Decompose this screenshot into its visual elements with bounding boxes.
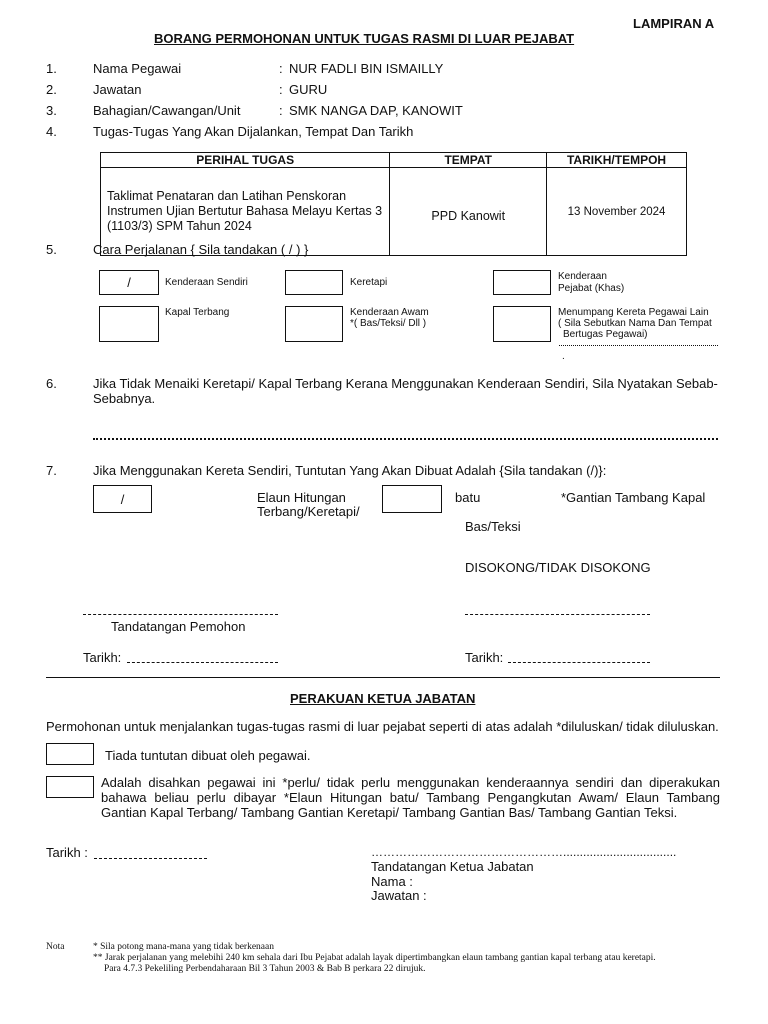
- item-6-number: 6.: [46, 376, 57, 391]
- field-colon: :: [279, 103, 283, 118]
- option-keretapi-checkbox[interactable]: [285, 270, 343, 295]
- option-label: Kenderaan: [558, 271, 607, 282]
- head-signature-label: Tandatangan Ketua Jabatan: [371, 859, 534, 874]
- head-signature-line[interactable]: …………………………………………..................................: [371, 845, 677, 859]
- elaun-label: Elaun Hitungan: [257, 490, 346, 505]
- option-kenderaan-pejabat-checkbox[interactable]: [493, 270, 551, 295]
- field-value: NUR FADLI BIN ISMAILLY: [289, 61, 444, 76]
- option-label: ( Sila Sebutkan Nama Dan Tempat: [558, 318, 712, 329]
- gantian-label: *Gantian Tambang Kapal: [561, 490, 706, 505]
- item-7-text: Jika Menggunakan Kereta Sendiri, Tuntutan Yang Akan Dibuat Adalah {Sila tandakan (/)}:: [93, 463, 607, 478]
- item-4-number: 4.: [46, 124, 57, 139]
- certification-date-label: Tarikh :: [46, 845, 88, 860]
- option-kapal-terbang-checkbox[interactable]: [99, 306, 159, 342]
- field-number: 2.: [46, 82, 57, 97]
- certification-date-line[interactable]: [94, 858, 207, 859]
- column-header: TEMPAT: [390, 153, 547, 168]
- field-value: GURU: [289, 82, 328, 97]
- item-5-text: Cara Perjalanan { Sila tandakan ( / ) }: [93, 242, 309, 257]
- note-line: * Sila potong mana-mana yang tidak berkenaan: [93, 942, 274, 952]
- elaun-hitungan-checkbox[interactable]: /: [93, 485, 152, 513]
- batu-label: batu: [455, 490, 481, 505]
- table-header-row: [101, 153, 687, 168]
- field-label: Nama Pegawai: [93, 61, 182, 76]
- option-label: Pejabat (Khas): [558, 283, 625, 294]
- note-line: ** Jarak perjalanan yang melebihi 240 km sehala dari Ibu Pejabat adalah layak dipertimbangkan elaun tambang gantian kapal terbang atau keretapi.: [93, 953, 656, 963]
- applicant-date-line[interactable]: [127, 662, 278, 663]
- tasks-table: [100, 152, 687, 256]
- field-colon: :: [279, 61, 283, 76]
- bas-teksi-label: Bas/Teksi: [465, 519, 521, 534]
- option-label: Kenderaan Sendiri: [165, 277, 248, 288]
- certification-intro: Permohonan untuk menjalankan tugas-tugas rasmi di luar pejabat seperti di atas adalah *diluluskan/ tidak diluluskan.: [46, 719, 719, 734]
- applicant-date-label: Tarikh:: [83, 650, 122, 665]
- supporter-date-label: Tarikh:: [465, 650, 504, 665]
- option-label: *( Bas/Teksi/ Dll ): [350, 318, 427, 329]
- task-description: Taklimat Penataran dan Latihan Penskoran Instrumen Ujian Bertutur Bahasa Melayu Kertas 3 (1103/3) SPM Tahun 2024: [101, 168, 390, 256]
- item-6-text: Jika Tidak Menaiki Keretapi/ Kapal Terbang Kerana Menggunakan Kenderaan Sendiri, Sila Nyatakan Sebab-Sebabnya.: [93, 376, 718, 406]
- certification-title: PERAKUAN KETUA JABATAN: [290, 691, 476, 706]
- item-4-text: Tugas-Tugas Yang Akan Dijalankan, Tempat Dan Tarikh: [93, 124, 414, 139]
- column-header: PERIHAL TUGAS: [101, 153, 390, 168]
- applicant-signature-label: Tandatangan Pemohon: [111, 619, 246, 634]
- option-label: Menumpang Kereta Pegawai Lain: [558, 307, 709, 318]
- section-divider: [46, 677, 720, 678]
- applicant-signature-line[interactable]: [83, 614, 278, 615]
- reason-line[interactable]: [93, 438, 718, 440]
- field-number: 1.: [46, 61, 57, 76]
- appendix-label: LAMPIRAN A: [633, 16, 715, 31]
- column-header: TARIKH/TEMPOH: [547, 153, 687, 168]
- head-position-label: Jawatan :: [371, 888, 427, 903]
- field-label: Bahagian/Cawangan/Unit: [93, 103, 241, 118]
- no-claim-checkbox[interactable]: [46, 743, 94, 765]
- task-date: 13 November 2024: [547, 168, 687, 256]
- option-label: Kapal Terbang: [165, 307, 230, 318]
- note-line: Para 4.7.3 Pekeliling Perbendaharaan Bil 3 Tahun 2003 & Bab B perkara 22 dirujuk.: [104, 964, 426, 974]
- elaun-label: Terbang/Keretapi/: [257, 504, 360, 519]
- form-title: BORANG PERMOHONAN UNTUK TUGAS RASMI DI LUAR PEJABAT: [154, 31, 575, 46]
- head-name-label: Nama :: [371, 874, 413, 889]
- support-status: DISOKONG/TIDAK DISOKONG: [465, 560, 651, 575]
- approved-claim-checkbox[interactable]: [46, 776, 94, 798]
- supporter-date-line[interactable]: [508, 662, 650, 663]
- field-label: Jawatan: [93, 82, 142, 97]
- batu-input[interactable]: [382, 485, 442, 513]
- option-kenderaan-sendiri-checkbox[interactable]: /: [99, 270, 159, 295]
- option-label: Keretapi: [350, 277, 388, 288]
- option-kenderaan-awam-checkbox[interactable]: [285, 306, 343, 342]
- option-menumpang-checkbox[interactable]: [493, 306, 551, 342]
- item-7-number: 7.: [46, 463, 57, 478]
- task-place: PPD Kanowit: [390, 168, 547, 256]
- item-5-number: 5.: [46, 242, 57, 257]
- dot-mark: .: [562, 351, 565, 362]
- field-number: 3.: [46, 103, 57, 118]
- option-label: Bertugas Pegawai): [563, 329, 648, 340]
- field-colon: :: [279, 82, 283, 97]
- supporter-signature-line[interactable]: [465, 614, 650, 615]
- option-label: Kenderaan Awam: [350, 307, 429, 318]
- approved-claim-text: Adalah disahkan pegawai ini *perlu/ tidak perlu menggunakan kenderaannya sendiri dan diperakukan bahawa beliau perlu dibayar *Elaun Hitungan batu/ Tambang Pengangkutan Awam/ Elaun Tambang Gantian Kapal Terbang/ Tambang Gantian Keretapi/ Tambang Gantian Bas/ Tambang Gantian Teksi.: [101, 775, 720, 820]
- no-claim-text: Tiada tuntutan dibuat oleh pegawai.: [105, 748, 311, 763]
- field-value: SMK NANGA DAP, KANOWIT: [289, 103, 463, 118]
- other-officer-line[interactable]: [559, 345, 718, 346]
- notes-label: Nota: [46, 942, 65, 952]
